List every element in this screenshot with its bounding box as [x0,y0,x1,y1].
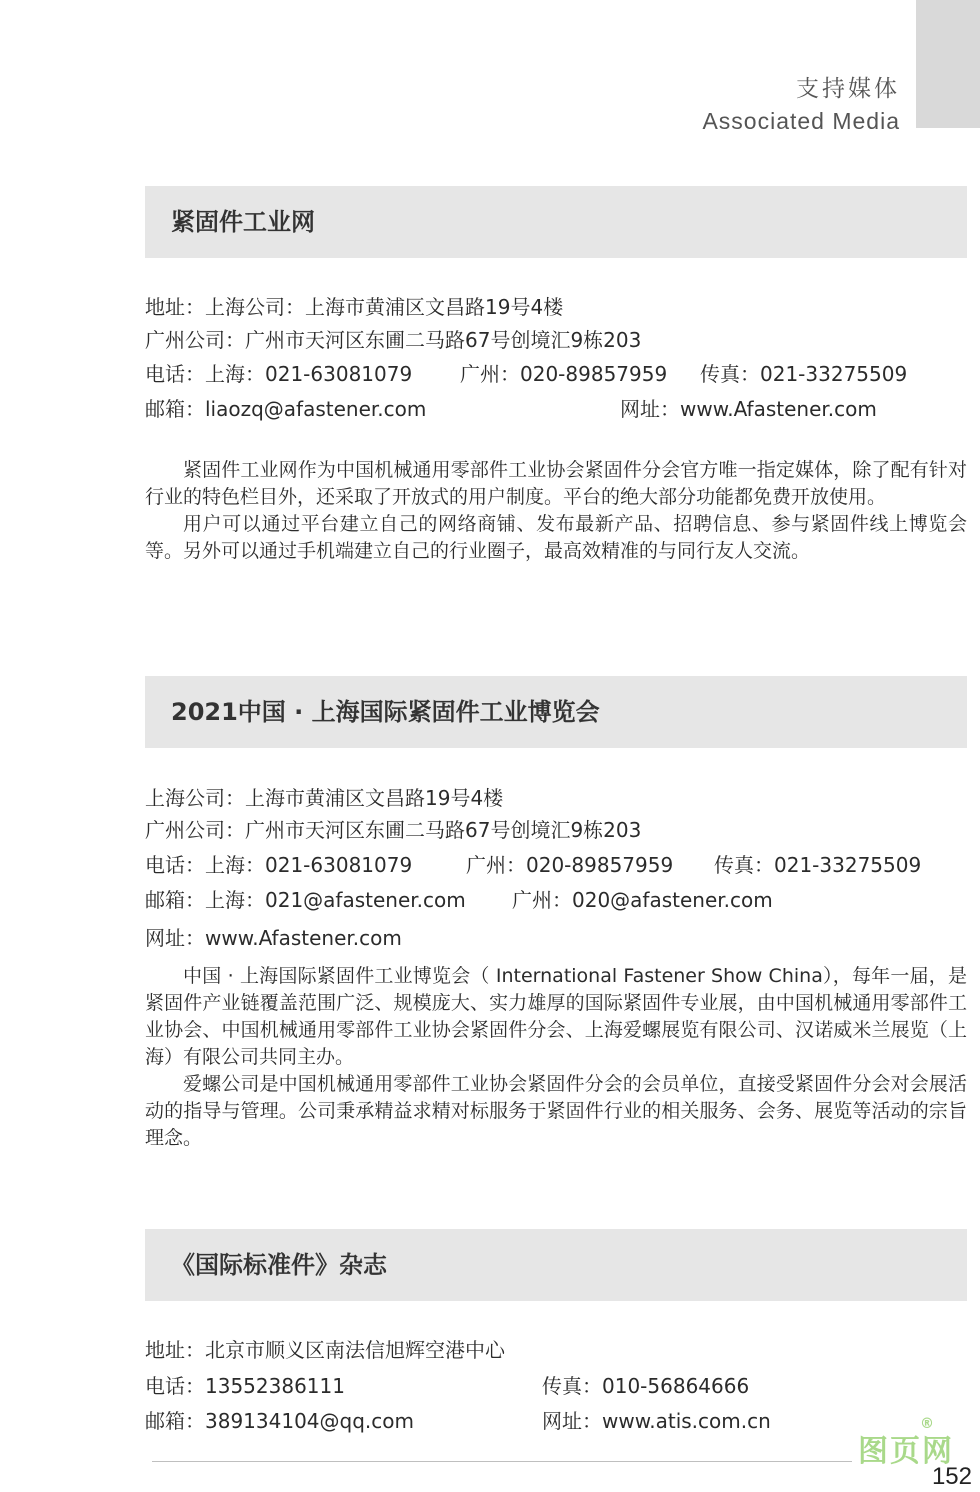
address-line: 地址：北京市顺义区南法信旭辉空港中心 [145,1338,505,1362]
section-heading-band [145,1229,967,1301]
watermark-text: 图页网 [858,1434,954,1469]
address-line: 上海公司：上海市黄浦区文昌路19号4楼 [145,786,504,810]
email-shanghai: 邮箱：上海：021@afastener.com [145,888,466,912]
phone-guangzhou: 广州：020-89857959 [466,853,674,877]
email-line: 邮箱：389134104@qq.com [145,1409,414,1433]
page-header [702,72,900,136]
paragraph: 爱螺公司是中国机械通用零部件工业协会紧固件分会的会员单位，直接受紧固件分会对会展活动的指导与管理。公司秉承精益求精对标服务于紧固件行业的相关服务、会务、展览等活动的宗旨理念。 [145,1073,967,1149]
section-heading-band [145,676,967,748]
header-title-zh: 支持媒体 [796,76,900,102]
section-heading-band [145,186,967,258]
section-description [145,963,967,1152]
phone-line: 电话：13552386111 [145,1374,345,1398]
header-title-en: Associated Media [702,108,900,134]
fax-line: 传真：021-33275509 [700,362,908,386]
address-line: 地址：上海公司：上海市黄浦区文昌路19号4楼 [145,295,564,319]
paragraph: 用户可以通过平台建立自己的网络商铺、发布最新产品、招聘信息、参与紧固件线上博览会等。另外可以通过手机端建立自己的行业圈子，最高效精准的与同行友人交流。 [145,513,967,562]
registered-icon: ® [920,1416,936,1432]
section-title: 紧固件工业网 [171,208,315,236]
website-link[interactable]: 网址：www.Afastener.com [145,926,402,950]
website-link[interactable]: 网址：www.atis.com.cn [542,1409,771,1433]
address-line-2: 广州公司：广州市天河区东圃二马路67号创境汇9栋203 [145,328,642,352]
page-number: 152 [931,1463,972,1490]
phone-shanghai: 电话：上海：021-63081079 [145,362,413,386]
paragraph: 紧固件工业网作为中国机械通用零部件工业协会紧固件分会官方唯一指定媒体，除了配有针对行业的特色栏目外，还采取了开放式的用户制度。平台的绝大部分功能都免费开放使用。 [145,459,967,508]
section-title: 2021中国 · 上海国际紧固件工业博览会 [171,698,600,726]
email-guangzhou: 广州：020@afastener.com [512,888,773,912]
phone-guangzhou: 广州：020-89857959 [460,362,668,386]
address-line-2: 广州公司：广州市天河区东圃二马路67号创境汇9栋203 [145,818,642,842]
email-line: 邮箱：liaozq@afastener.com [145,397,427,421]
website-link[interactable]: 网址：www.Afastener.com [620,397,877,421]
fax-line: 传真：010-56864666 [542,1374,750,1398]
section-description [145,457,967,565]
fax-line: 传真：021-33275509 [714,853,922,877]
section-title: 《国际标准件》杂志 [171,1251,387,1279]
phone-shanghai: 电话：上海：021-63081079 [145,853,413,877]
paragraph: 中国 · 上海国际紧固件工业博览会（ International Fastener Show China），每年一届，是紧固件产业链覆盖范围广泛、规模庞大、实力雄厚的国际紧固件专业展，由中国机械通用零部件工业协会、中国机械通用零部件工业协会紧固件分会、上海爱螺展览有限公司、汉诺威米兰展览（上海）有限公司共同主办。 [145,965,967,1068]
corner-tab [916,0,980,128]
footer-divider [152,1461,852,1462]
